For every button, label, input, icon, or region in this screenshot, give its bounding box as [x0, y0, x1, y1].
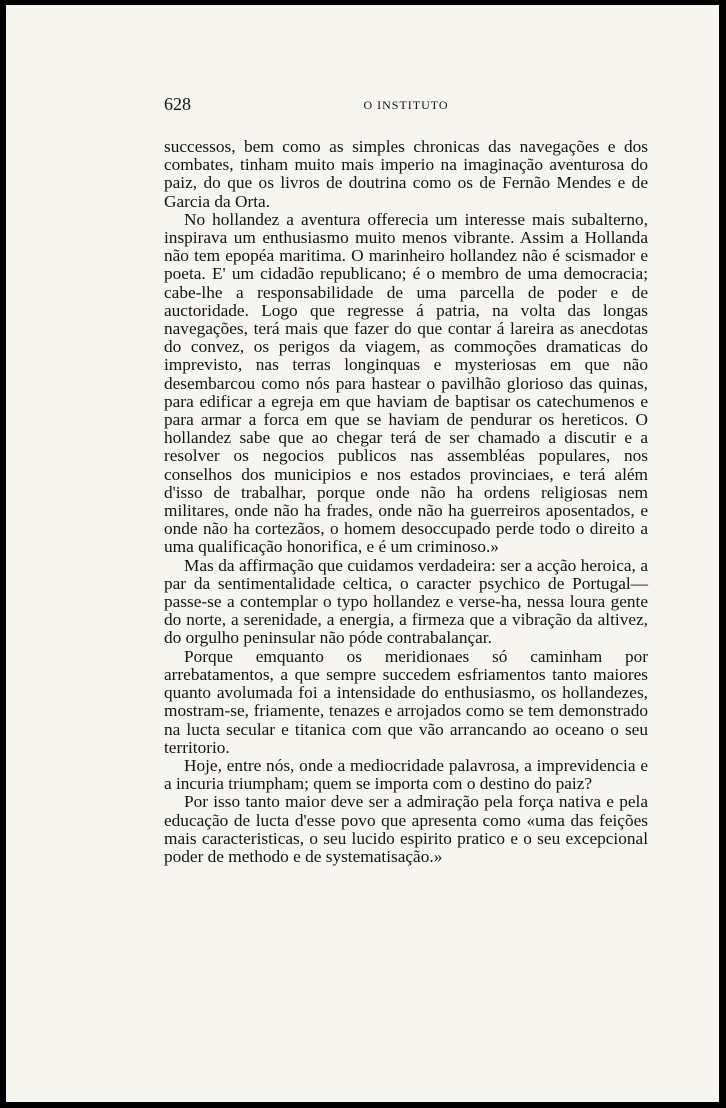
- page-header: [164, 94, 648, 114]
- scanned-page: [6, 5, 719, 1102]
- paragraph: Hoje, entre nós, onde a mediocridade palavrosa, a imprevidencia e a incuria triumpham; quem se importa com o destino do paiz?: [164, 755, 648, 794]
- running-title: O INSTITUTO: [363, 98, 449, 112]
- paragraph-continued: successos, bem como as simples chronicas das navegações e dos combates, tinham muito mais imperio na imaginação aventurosa do paiz, do que os livros de doutrina como os de Fernão Mendes e de Garcia da Orta.: [164, 137, 648, 211]
- paragraph: Por isso tanto maior deve ser a admiração pela força nativa e pela educação de lucta d'esse povo que apresenta como «uma das feições mais caracteristicas, o seu lucido espirito pratico e o seu excepcional poder de methodo e de systematisação.»: [164, 792, 648, 866]
- body-text: [164, 138, 648, 866]
- paragraph: No hollandez a aventura offerecia um interesse mais subalterno, inspirava um enthusiasmo muito menos vibrante. Assim a Hollanda não tem epopéa maritima. O marinheiro hollandez não é scismador e poeta. E' um cidadão republicano; é o membro de uma democracia; cabe-lhe a responsabilidade de uma parcella de poder e de auctoridade. Logo que regresse á patria, na volta das longas navegações, terá mais que fazer do que contar á lareira as anecdotas do convez, os perigos da viagem, as commoções dramaticas do imprevisto, nas terras longinquas e mysteriosas em que não desembarcou como nós para hastear o pavilhão glorioso das quinas, para edificar a egreja em que haviam de baptisar os catechumenos e para armar a forca em que se haviam de pendurar os hereticos. O hollandez sabe que ao chegar terá de ser chamado a discutir e a resolver os negocios publicos nas assembléas populares, nos conselhos dos municipios e nos estados provinciaes, e terá além d'isso de trabalhar, porque onde não ha ordens religiosas nem militares, onde não ha frades, onde não ha guerreiros aposentados, e onde não ha cortezãos, o homem desoccupado perde todo o direito a uma qualificação honorifica, e é um criminoso.»: [164, 209, 648, 557]
- page-number: 628: [164, 94, 191, 114]
- paragraph: Porque emquanto os meridionaes só caminham por arrebatamentos, a que sempre succedem esfriamentos tanto maiores quanto avolumada foi a intensidade do enthusiasmo, os hollandezes, mostram-se, friamente, tenazes e arrojados como se tem demonstrado na lucta secular e titanica com que vão arrancando ao oceano o seu territorio.: [164, 646, 648, 757]
- paragraph: Mas da affirmação que cuidamos verdadeira: ser a acção heroica, a par da sentimentalidade celtica, o caracter psychico de Portugal—passe-se a contemplar o typo hollandez e verse-ha, nessa loura gente do norte, a serenidade, a energia, a firmeza que a vibração da altivez, do orgulho peninsular não póde contrabalançar.: [164, 555, 648, 648]
